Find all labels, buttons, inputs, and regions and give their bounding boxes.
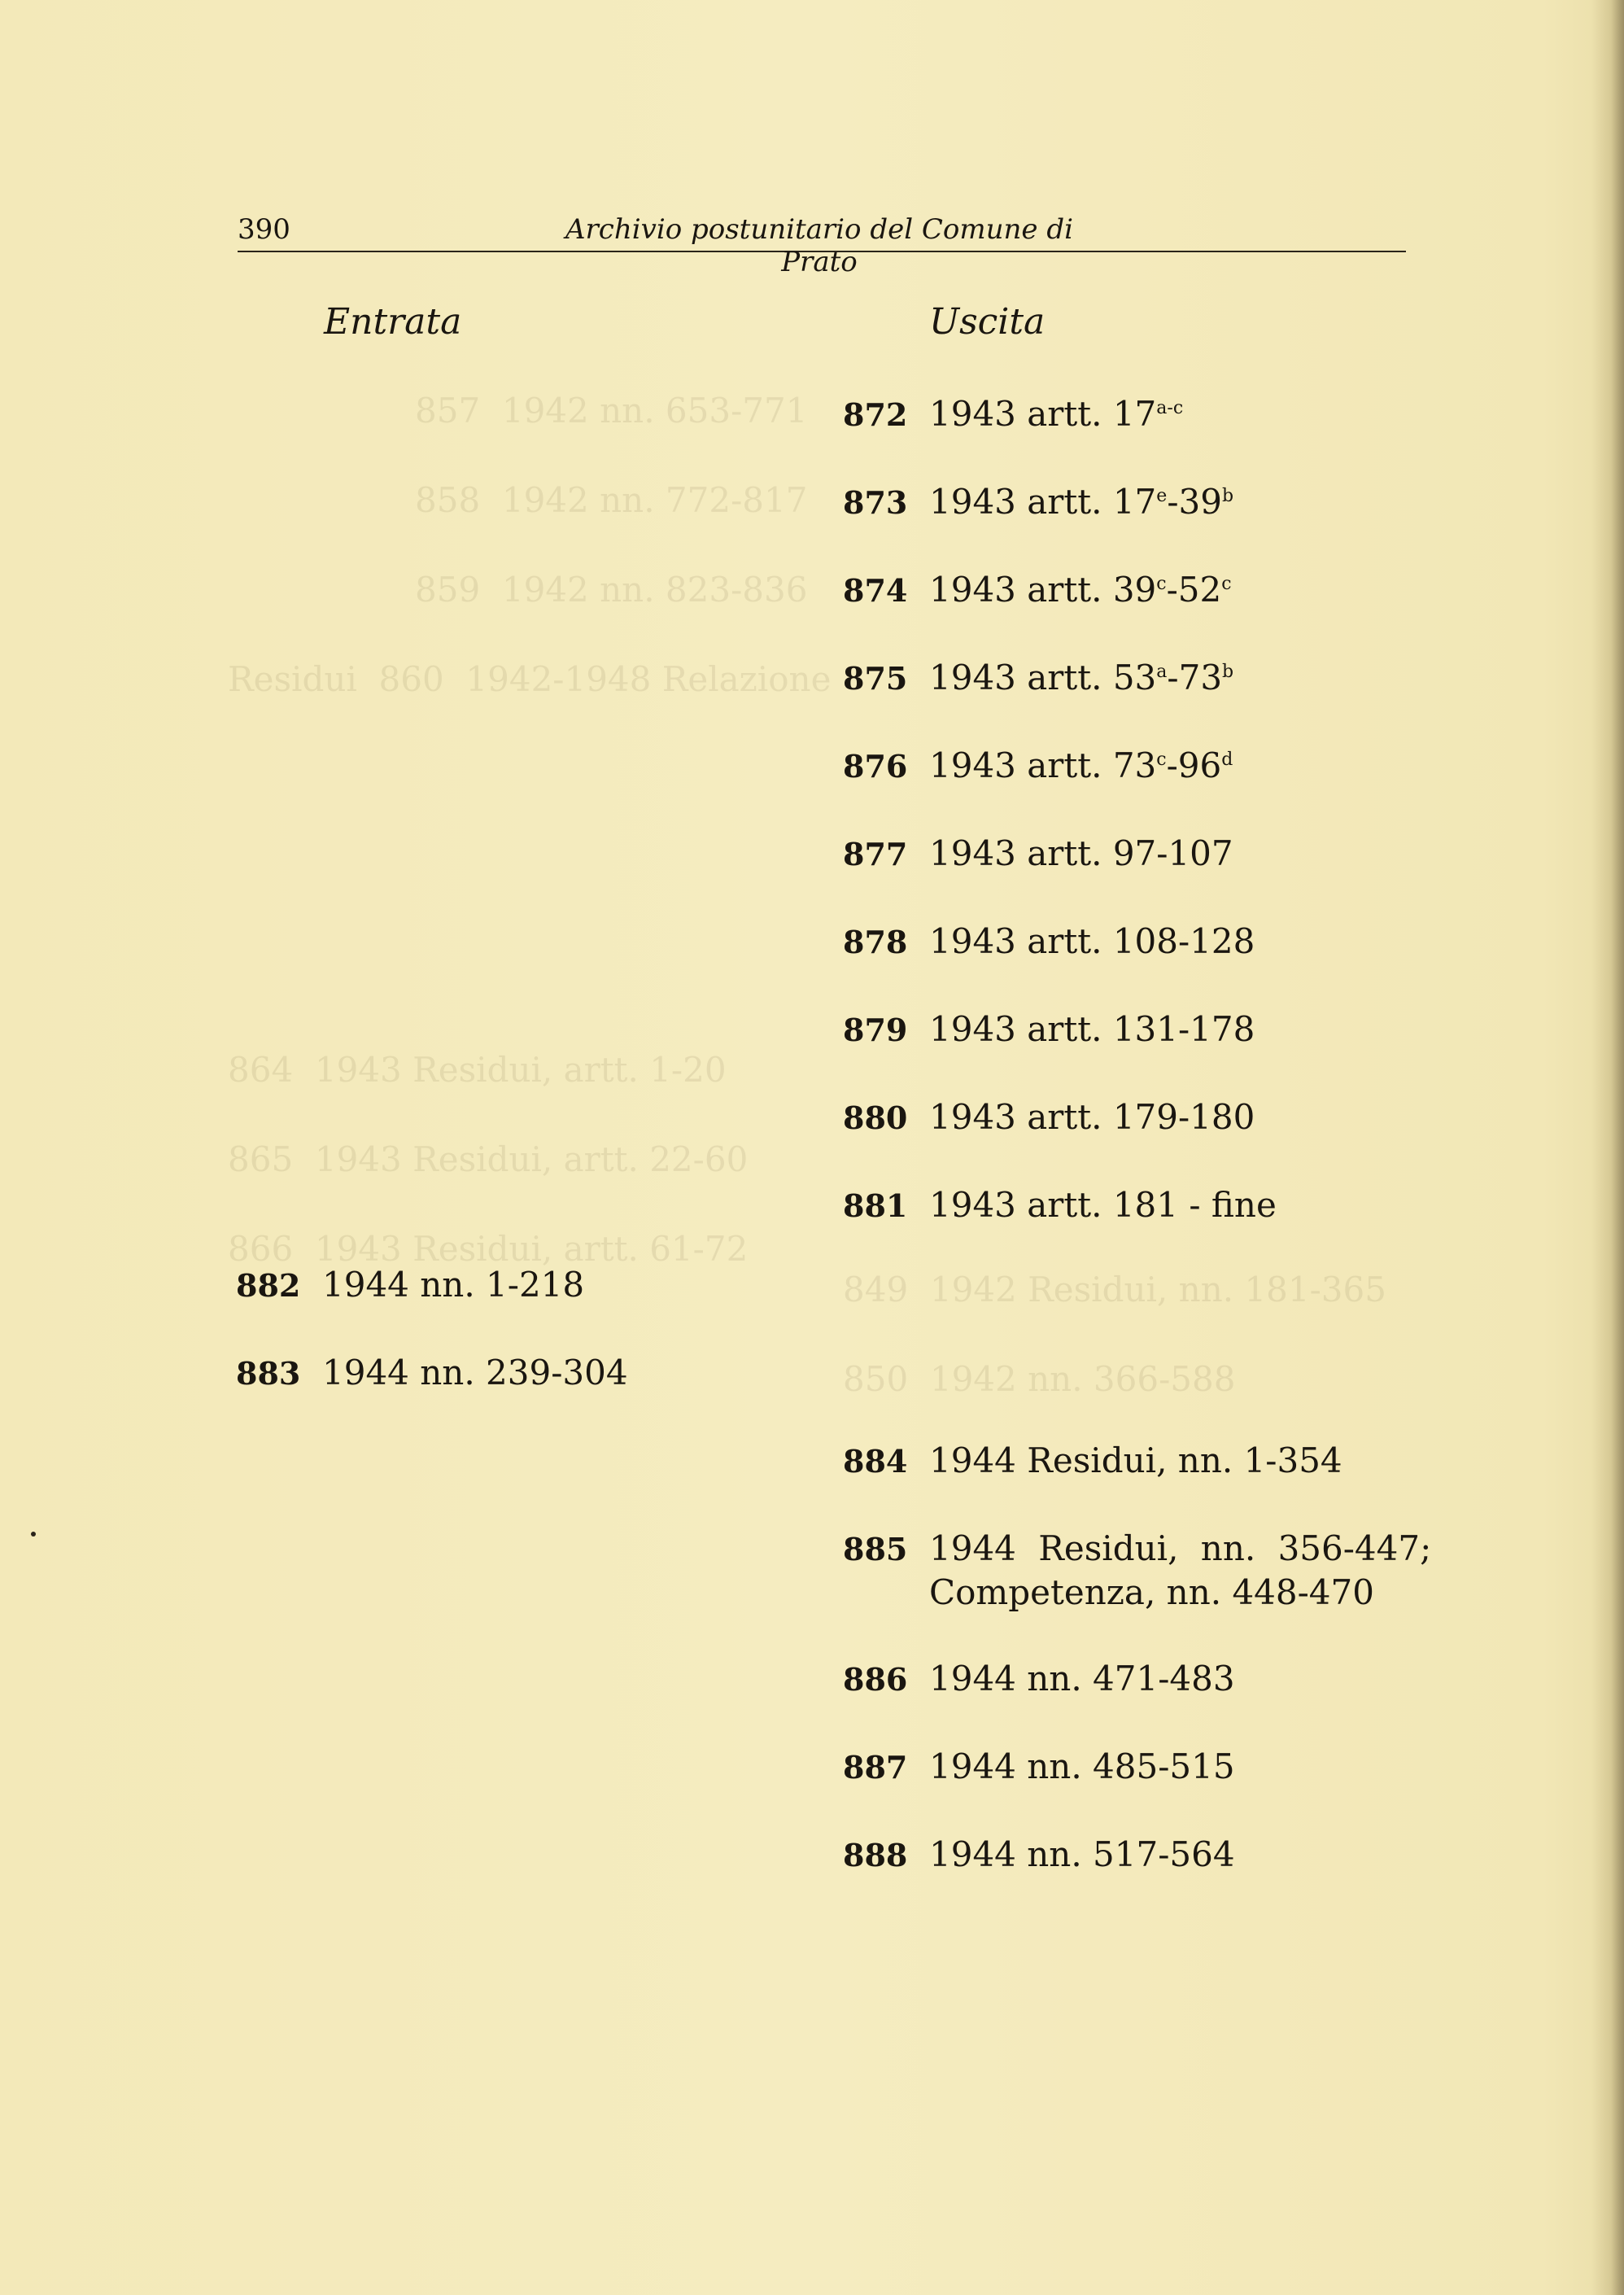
show-through-text: 858 1942 nn. 772-817 xyxy=(415,480,808,520)
uscita-entry xyxy=(843,832,1233,876)
entry-number: 885 xyxy=(843,1531,908,1567)
entry-description: 1943 artt. 53$^a$-73$^b$ xyxy=(929,658,1234,697)
uscita-entry xyxy=(843,1745,1235,1790)
uscita-heading: Uscita xyxy=(929,301,1046,343)
uscita-entry xyxy=(843,656,1233,701)
uscita-entry xyxy=(843,1439,1342,1484)
entry-description: 1944 nn. 1-218 xyxy=(322,1265,585,1305)
uscita-entry xyxy=(843,1833,1235,1878)
entry-description: 1944 Residui, nn. 356-447; Competenza, nn. 448-470 xyxy=(929,1528,1432,1612)
entry-number: 886 xyxy=(843,1661,908,1698)
page-edge-shadow xyxy=(1591,0,1624,2295)
entry-description: 1943 artt. 97-107 xyxy=(929,833,1233,873)
entry-description: 1943 artt. 131-178 xyxy=(929,1009,1255,1049)
paper-speck xyxy=(31,1532,36,1537)
show-through-text: 866 1943 Residui, artt. 61-72 xyxy=(228,1229,749,1269)
show-through-text: 859 1942 nn. 823-836 xyxy=(415,570,808,610)
uscita-entry xyxy=(843,744,1233,789)
entry-number: 883 xyxy=(236,1355,301,1392)
entry-number: 876 xyxy=(843,748,908,785)
entrata-heading: Entrata xyxy=(324,301,462,343)
entry-number: 874 xyxy=(843,572,908,609)
entry-description: 1943 artt. 39$^c$-52$^c$ xyxy=(929,570,1232,610)
entry-number: 882 xyxy=(236,1267,301,1304)
entry-description: 1944 Residui, nn. 1-354 xyxy=(929,1440,1342,1480)
uscita-entry xyxy=(843,392,1183,437)
uscita-entry xyxy=(843,920,1255,964)
uscita-entry xyxy=(843,1008,1255,1052)
entry-number: 872 xyxy=(843,396,908,433)
uscita-entry xyxy=(843,1527,1431,1615)
uscita-entry xyxy=(843,568,1232,613)
page-number: 390 xyxy=(238,213,290,246)
entry-description: 1943 artt. 73$^c$-96$^d$ xyxy=(929,745,1233,785)
show-through-text: 865 1943 Residui, artt. 22-60 xyxy=(228,1139,749,1179)
entry-description: 1944 nn. 485-515 xyxy=(929,1746,1235,1786)
entry-description: 1943 artt. 179-180 xyxy=(929,1097,1255,1137)
page-header xyxy=(238,210,1406,278)
entry-number: 878 xyxy=(843,924,908,960)
entry-number: 877 xyxy=(843,836,908,872)
entry-description: 1944 nn. 471-483 xyxy=(929,1659,1235,1698)
show-through-text: 849 1942 Residui, nn. 181-365 xyxy=(843,1270,1386,1309)
entry-description: 1943 artt. 17e-39$^b$ xyxy=(929,482,1234,522)
uscita-entry xyxy=(843,1657,1235,1702)
entry-number: 881 xyxy=(843,1187,908,1224)
entrata-entry xyxy=(236,1263,584,1308)
entry-number: 880 xyxy=(843,1099,908,1136)
show-through-text: 850 1942 nn. 366-588 xyxy=(843,1359,1236,1399)
entrata-entry xyxy=(236,1351,628,1396)
entry-number: 887 xyxy=(843,1749,908,1786)
show-through-text: 857 1942 nn. 653-771 xyxy=(415,391,808,431)
uscita-entry xyxy=(843,480,1233,525)
entry-number: 873 xyxy=(843,484,908,521)
entry-description: 1944 nn. 239-304 xyxy=(322,1353,628,1392)
entry-description: 1944 nn. 517-564 xyxy=(929,1834,1235,1874)
show-through-text: Residui 860 1942-1948 Relazione xyxy=(228,659,832,699)
uscita-entry xyxy=(843,1183,1277,1228)
entry-number: 884 xyxy=(843,1443,908,1480)
running-title: Archivio postunitario del Comune di Prato xyxy=(565,213,1073,278)
show-through-text: 864 1943 Residui, artt. 1-20 xyxy=(228,1050,727,1090)
entry-number: 879 xyxy=(843,1012,908,1048)
entry-number: 888 xyxy=(843,1837,908,1873)
entry-description: 1943 artt. 181 - fine xyxy=(929,1185,1277,1225)
entry-description: 1943 artt. 17$^{a-c}$ xyxy=(929,394,1184,434)
entry-description: 1943 artt. 108-128 xyxy=(929,921,1255,961)
entry-number: 875 xyxy=(843,660,908,697)
uscita-entry xyxy=(843,1095,1255,1140)
